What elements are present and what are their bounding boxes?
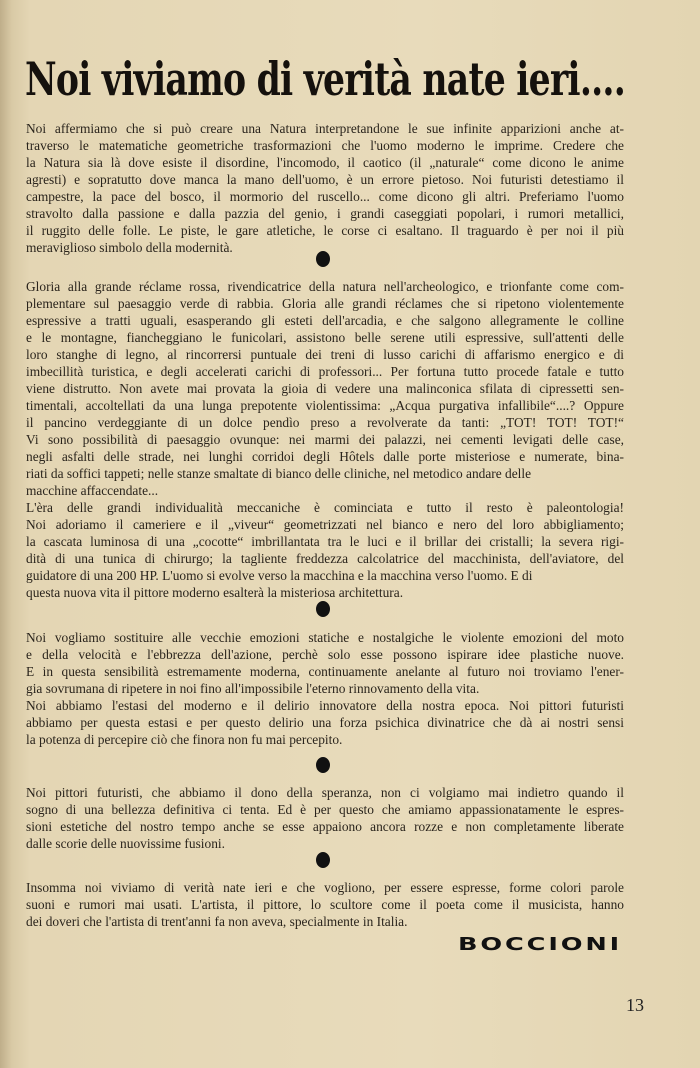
text-line: il pancino verdeggiante di un dolce pendìo preso a revolverate da tanti: „TOT! TOT! TOT!“	[26, 415, 624, 430]
text-line: gia sovrumana di ripetere in noi fino all'impossibile l'eterno rinnovamento della vita.	[26, 681, 480, 696]
text-line: dei doveri che l'artista di trent'anni fa non aveva, specialmente in Italia.	[26, 914, 408, 929]
text-line: il ruggito delle folle. Le piste, le gare atletiche, le corse ci esaltano. Il traguardo è per noi il più	[26, 223, 624, 238]
page-title	[25, 52, 625, 112]
paragraph-1	[26, 120, 624, 256]
text-line: sioni estetiche del nostro tempo anche se esse appaiono ancora rozze e non completamente liberate	[26, 819, 624, 834]
section-bullet	[316, 852, 330, 868]
text-line: Insomma noi viviamo di verità nate ieri e che vogliono, per essere espresse, forme colori parole	[26, 880, 624, 895]
text-line: abbiamo per questa estasi e per questo delirio una forza psichica divinatrice che dà ai nostri sensi	[26, 715, 624, 730]
text-line: questa nuova vita il pittore moderno esalterà la misteriosa architettura.	[26, 585, 404, 600]
text-line: stravolto dalla passione e dalla pazzia del genio, i grandi caseggiati popolari, i rumori metallici,	[26, 206, 624, 221]
paragraph-3	[26, 629, 624, 748]
text-line: espressive a tratti uguali, esasperando gli esteti dell'arcadia, e che salgono allegramente le colline	[26, 313, 624, 328]
author-signature	[458, 934, 622, 956]
text-line: imbecillità turistica, e degli accelerati carichi di professori... Per fortuna tutto procede fatale e tutto	[26, 364, 624, 379]
text-line: sogno di una bellezza definitiva ci tenta. Ed è per questo che amiamo appassionatamente le espres-	[26, 802, 624, 817]
text-line: guidatore di una 200 HP. L'uomo si evolve verso la macchina e la macchina verso l'uomo. E di	[26, 568, 533, 583]
text-line: plementare sul paesaggio verde di rabbia. Gloria alle grandi réclames che si ripetono violentemente	[26, 296, 624, 311]
text-line: Noi affermiamo che si può creare una Natura interpretandone le sue infinite apparizioni anche at-	[26, 121, 624, 136]
text-line: Noi vogliamo sostituire alle vecchie emozioni statiche e nostalgiche le violente emozioni del moto	[26, 630, 624, 645]
text-line: Noi abbiamo l'estasi del moderno e il delirio innovatore della nostra epoca. Noi pittori futuristi	[26, 698, 624, 713]
section-bullet	[316, 757, 330, 773]
text-line: e le montagne, fiancheggiano le funicolari, assistono belle serene utili espressive, sull'attenti delle	[26, 330, 624, 345]
paragraph-5	[26, 879, 624, 930]
text-line: campestre, la pace del bosco, il mormorio del ruscello... come dicono gli altri. Preferiamo l'uomo	[26, 189, 624, 204]
text-line: macchine affaccendate...	[26, 483, 159, 498]
text-line: traverso le matematiche geometriche trasformazioni che l'uomo moderno le imprime. Credere che	[26, 138, 624, 153]
text-line: timentali, accoltellati da una lunga prepotente violentissima: „Acqua purgativa infallibile“....? Oppure	[26, 398, 624, 413]
paragraph-2	[26, 278, 624, 601]
section-bullet	[316, 601, 330, 617]
text-line: loro stanghe di legno, al rincorrersi puntuale dei treni di lusso carichi di affarismo energico e di	[26, 347, 624, 362]
text-line: dità di una tunica di chirurgo; la tagliente freddezza calcolatrice del macchinista, dell'aviatore, del	[26, 551, 624, 566]
signature-text: BOCCIONI	[458, 934, 622, 955]
text-line: agresti) e sopratutto dove manca la mano dell'uomo, è un errore pietoso. Noi futuristi detestiamo il	[26, 172, 624, 187]
section-bullet	[316, 251, 330, 267]
text-line: la cascata luminosa di una „cocotte“ imbrillantata tra le luci e il brillar dei cristalli; la severa rigi-	[26, 534, 624, 549]
text-line: Vi sono possibilità di paesaggio ovunque: nei marmi dei palazzi, nei cementi levigati delle case,	[26, 432, 624, 447]
text-line: Gloria alla grande réclame rossa, rivendicatrice della natura nell'archeologico, e trionfante come com-	[26, 279, 624, 294]
text-line: riati da soffici tappeti; nelle stanze smaltate di bianco delle cliniche, nel metodico andare delle	[26, 466, 532, 481]
text-line: E in questa sensibilità estremamente moderna, continuamente anelante al futuro noi troviamo l'ener-	[26, 664, 624, 679]
text-line: L'èra delle grandi individualità meccaniche è cominciata e tutto il resto è paleontologia!	[26, 500, 624, 515]
text-line: suoni e rumori mai usati. L'artista, il pittore, lo scultore come il poeta come il musicista, hanno	[26, 897, 624, 912]
text-line: meraviglioso simbolo della modernità.	[26, 240, 233, 255]
text-line: la potenza di percepire ciò che finora non fu mai percepito.	[26, 732, 343, 747]
text-line: Noi pittori futuristi, che abbiamo il dono della speranza, non ci volgiamo mai indietro quando il	[26, 785, 624, 800]
text-line: e della velocità e l'ebbrezza dell'azione, perchè solo esse possono ispirare idee plastiche nuove.	[26, 647, 624, 662]
text-line: Noi adoriamo il cameriere e il „viveur“ geometrizzati nel bianco e nero del loro abbigliamento;	[26, 517, 624, 532]
paragraph-4	[26, 784, 624, 852]
page-number: 13	[626, 995, 644, 1015]
text-line: dalle scorie delle nuovissime fusioni.	[26, 836, 225, 851]
title-text: Noi viviamo di verità nate ieri....	[25, 52, 625, 106]
text-line: viene distrutto. Non avete mai provata la gioia di vedere una malinconica sfilata di cipressetti sen-	[26, 381, 624, 396]
text-line: la Natura sia là dove esiste il disordine, l'incomodo, il caotico (il „naturale“ come dicono le anime	[26, 155, 624, 170]
text-line: negli asfalti delle strade, nei lunghi corridoi degli Hôtels dalle porte misteriose e numerate, bina-	[26, 449, 624, 464]
